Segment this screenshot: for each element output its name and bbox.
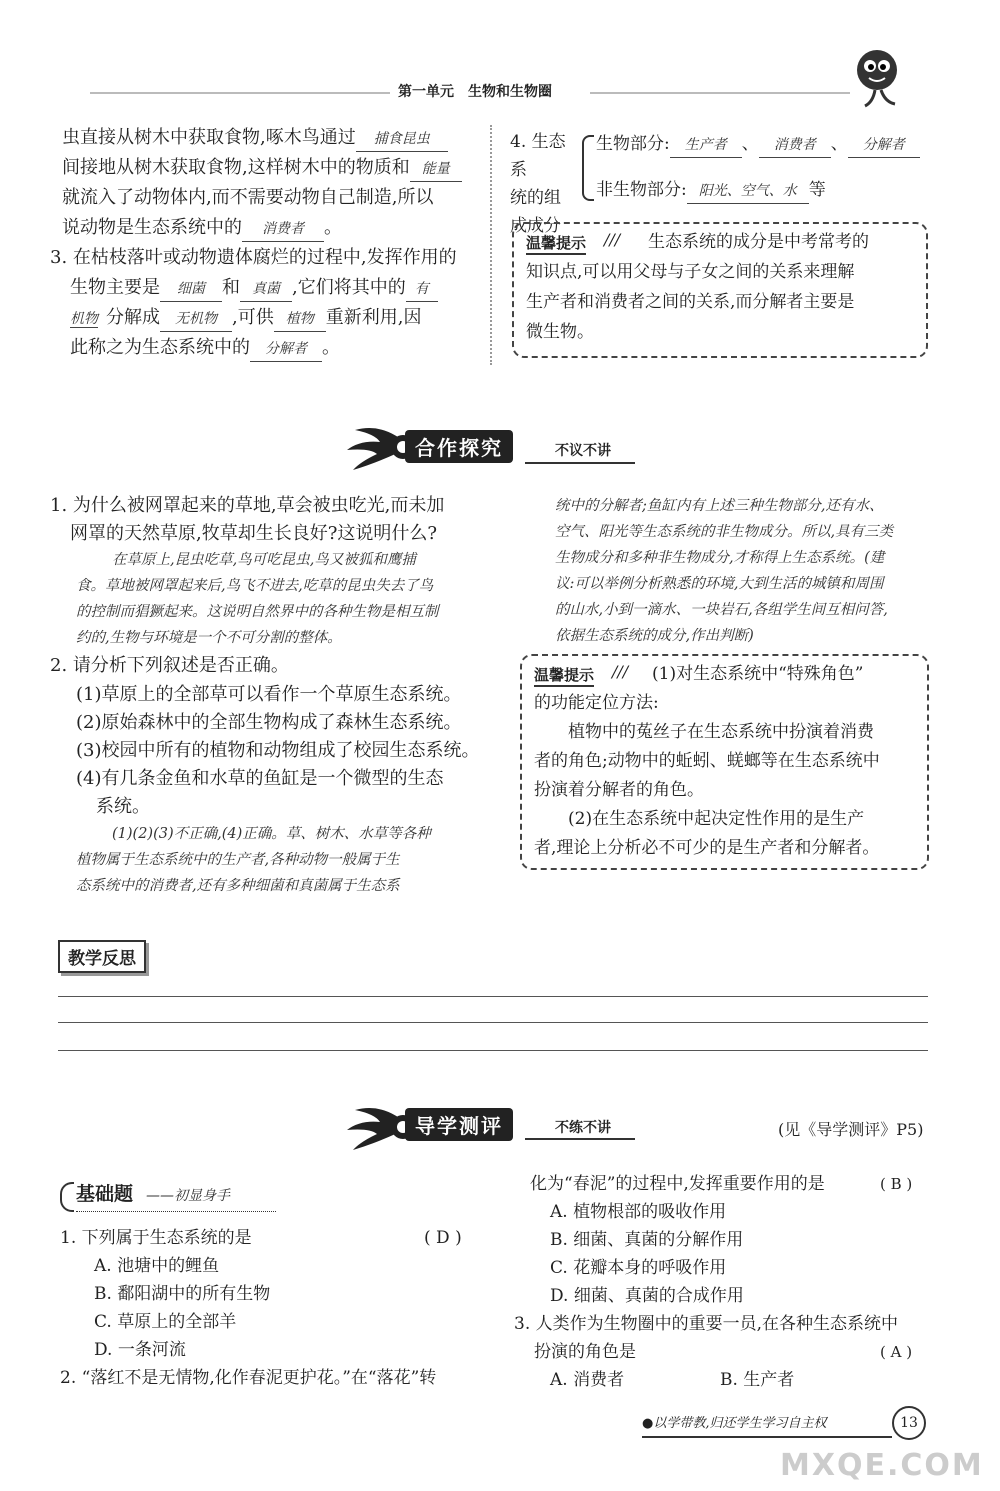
quiz-option: C. 花瓣本身的呼吸作用	[550, 1258, 727, 1278]
tip-text: 知识点,可以用父母与子女之间的关系来理解	[526, 262, 855, 282]
answer-text: 的山水,小到一滴水、一块岩石,各组学生间互相问答,	[555, 602, 888, 618]
answer-text: 植物属于生态系统中的生产者,各种动物一般属于生	[76, 852, 400, 868]
tip-text: 者,理论上分析必不可少的是生产者和分解者。	[534, 838, 880, 858]
answer-text: 在草原上,昆虫吃草,鸟可吃昆虫,鸟又被狐和鹰捕	[112, 552, 416, 568]
text: 和	[222, 277, 240, 298]
text: 、	[830, 134, 848, 154]
fill-blank: 机物	[70, 311, 98, 327]
quiz-q1: 1. 下列属于生态系统的是	[60, 1228, 252, 1248]
answer-text: 食。草地被网罩起来后,鸟飞不进去,吃草的昆虫失去了鸟	[76, 578, 434, 594]
coop-q2: 2. 请分析下列叙述是否正确。	[50, 655, 289, 676]
dotted-divider	[490, 125, 492, 365]
fill-blank: 生产者	[670, 133, 742, 158]
tip-text: (1)对生态系统中“特殊角色”	[652, 664, 864, 684]
quiz-q1-answer: ( D )	[424, 1228, 462, 1248]
reflection-label: 教学反思	[58, 940, 146, 973]
coop-q2-item: (1)草原上的全部草可以看作一个草原生态系统。	[76, 684, 462, 705]
reflection-line[interactable]	[58, 996, 928, 997]
fill-blank: 消费者	[759, 133, 831, 158]
answer-text: 空气、阳光等生态系统的非生物成分。所以,具有三类	[555, 524, 894, 540]
tip-text: 者的角色;动物中的蚯蚓、蜣螂等在生态系统中	[534, 751, 880, 771]
coop-q2-item: (2)原始森林中的全部生物构成了森林生态系统。	[76, 712, 462, 733]
nonbio-part-line	[596, 178, 826, 204]
section-banner-test	[345, 1102, 645, 1152]
banner-underline	[525, 462, 635, 464]
fill-blank: 阳光、空气、水	[687, 179, 809, 204]
banner-underline	[525, 1138, 635, 1140]
basic-title: 基础题	[76, 1183, 134, 1205]
quiz-option: D. 一条河流	[94, 1340, 186, 1360]
answer-text: 的控制而猖獗起来。这说明自然界中的各种生物是相互制	[76, 604, 439, 620]
answer-text: 约的,生物与环境是一个不可分割的整体。	[76, 630, 342, 646]
coop-q2-item: (4)有几条金鱼和水草的鱼缸是一个微型的生态	[76, 768, 444, 789]
banner-subtitle: 不议不讲	[555, 443, 611, 459]
quiz-q2-answer: ( B )	[880, 1175, 913, 1193]
fill-blank: 消费者	[242, 217, 324, 242]
tip-slashes: ///	[612, 662, 629, 681]
watermark: MXQE.COM	[780, 1448, 984, 1483]
text-line	[70, 306, 421, 332]
tip-text: 生产者和消费者之间的关系,而分解者主要是	[526, 292, 855, 312]
basic-title-box	[60, 1180, 280, 1212]
quiz-q2-cont: 化为“春泥”的过程中,发挥重要作用的是	[530, 1174, 825, 1194]
basic-subtitle: ——初显身手	[146, 1188, 230, 1204]
text: 等	[808, 180, 826, 200]
text: 。	[324, 217, 342, 238]
answer-text: 议:可以举例分析熟悉的环境,大到生活的城镇和周围	[555, 576, 884, 592]
footer-motto: ●以学带教,归还学生学习自主权	[642, 1416, 827, 1431]
reflection-line[interactable]	[58, 1022, 928, 1023]
tip-box-2	[520, 654, 929, 870]
coop-q1: 1. 为什么被网罩起来的草地,草会被虫吃光,而未加	[50, 495, 445, 516]
text-line: 就流入了动物体内,而不需要动物自己制造,所以	[62, 187, 434, 208]
text: 生物部分:	[596, 134, 670, 154]
fill-blank: 分解者	[250, 337, 322, 362]
tip-text: 生态系统的成分是中考常考的	[648, 232, 869, 252]
fill-blank: 真菌	[240, 277, 292, 302]
text-line	[62, 126, 448, 152]
reflection-line[interactable]	[58, 1050, 928, 1051]
reference-note: (见《导学测评》P5)	[778, 1120, 924, 1139]
mascot-icon	[845, 42, 915, 112]
quiz-option: B. 鄱阳湖中的所有生物	[94, 1284, 271, 1304]
tip-label: 温馨提示	[526, 232, 586, 255]
fill-blank: 有	[406, 277, 438, 302]
fill-blank: 无机物	[160, 307, 232, 332]
text: 此称之为生态系统中的	[70, 337, 250, 358]
text: 、	[741, 134, 759, 154]
text: 虫直接从树木中获取食物,啄木鸟通过	[62, 127, 356, 148]
fill-blank: 细菌	[160, 277, 222, 302]
answer-text: 统中的分解者;鱼缸内有上述三种生物部分,还有水、	[555, 498, 884, 514]
page-number: 13	[892, 1406, 926, 1440]
bracket-icon	[60, 1182, 74, 1212]
text: 分解成	[106, 307, 160, 328]
text: 4. 生态系	[510, 132, 566, 180]
quiz-q3: 3. 人类作为生物圈中的重要一员,在各种生态系统中	[514, 1314, 899, 1334]
fill-blank: 能量	[410, 157, 462, 182]
text: 重新利用,因	[325, 307, 422, 328]
quiz-option: D. 细菌、真菌的合成作用	[550, 1286, 744, 1306]
brace	[582, 135, 594, 201]
bio-part-line	[596, 132, 920, 158]
tip-label: 温馨提示	[534, 664, 594, 687]
quiz-option: C. 草原上的全部羊	[94, 1312, 237, 1332]
text: 生物主要是	[70, 277, 160, 298]
answer-text: 生物成分和多种非生物成分,才称得上生态系统。(建	[555, 550, 885, 566]
quiz-option: A. 消费者	[550, 1370, 625, 1390]
banner-title: 合作探究	[405, 430, 513, 463]
basic-underline	[76, 1210, 276, 1212]
header-decor	[90, 92, 390, 94]
tip-box-1	[512, 222, 928, 358]
tip-text: 微生物。	[526, 322, 594, 342]
banner-subtitle: 不练不讲	[555, 1120, 611, 1136]
tip-slashes: ///	[604, 230, 621, 249]
answer-text: 态系统中的消费者,还有多种细菌和真菌属于生态系	[76, 878, 400, 894]
text: 统的组	[510, 188, 561, 208]
text-line	[70, 276, 438, 302]
coop-q1: 网罩的天然草原,牧草却生长良好?这说明什么?	[70, 523, 438, 544]
section-banner-coop	[345, 422, 645, 472]
quiz-q3-answer: ( A )	[880, 1343, 913, 1361]
header-decor-right	[590, 92, 850, 94]
tip-text: (2)在生态系统中起决定性作用的是生产	[568, 809, 865, 829]
fill-blank: 分解者	[848, 133, 920, 158]
header-band	[90, 70, 880, 110]
tip-text: 扮演着分解者的角色。	[534, 780, 704, 800]
text: 间接地从树木获取食物,这样树木中的物质和	[62, 157, 410, 178]
banner-title: 导学测评	[405, 1108, 513, 1141]
unit-title: 第一单元 生物和生物圈	[398, 84, 552, 100]
text: ,可供	[232, 307, 274, 328]
tip-text: 植物中的菟丝子在生态系统中扮演着消费	[568, 722, 874, 742]
quiz-q3: 扮演的角色是	[534, 1342, 636, 1362]
text-line	[62, 156, 462, 182]
answer-text: 依据生态系统的成分,作出判断)	[555, 628, 754, 644]
text: 非生物部分:	[596, 180, 687, 200]
question-3: 3. 在枯枝落叶或动物遗体腐烂的过程中,发挥作用的	[50, 247, 457, 268]
text: 。	[322, 337, 340, 358]
quiz-option: A. 植物根部的吸收作用	[550, 1202, 727, 1222]
text-line	[62, 216, 342, 242]
quiz-q2: 2. “落红不是无情物,化作春泥更护花。”在“落花”转	[60, 1368, 437, 1388]
fill-blank: 植物	[274, 307, 326, 332]
quiz-option: B. 生产者	[720, 1370, 795, 1390]
text: 说动物是生态系统中的	[62, 217, 242, 238]
text: 成成分	[510, 216, 561, 236]
coop-q2-item: (3)校园中所有的植物和动物组成了校园生态系统。	[76, 740, 480, 761]
quiz-option: A. 池塘中的鲤鱼	[94, 1256, 220, 1276]
footer-line	[642, 1436, 892, 1438]
tip-text: 的功能定位方法:	[534, 693, 659, 713]
coop-q2-item: 系统。	[96, 796, 150, 817]
quiz-option: B. 细菌、真菌的分解作用	[550, 1230, 744, 1250]
answer-text: (1)(2)(3)不正确,(4)正确。草、树木、水草等各种	[112, 826, 431, 842]
text: ,它们将其中的	[292, 277, 406, 298]
text-line	[70, 336, 340, 362]
fill-blank: 捕食昆虫	[356, 127, 448, 152]
